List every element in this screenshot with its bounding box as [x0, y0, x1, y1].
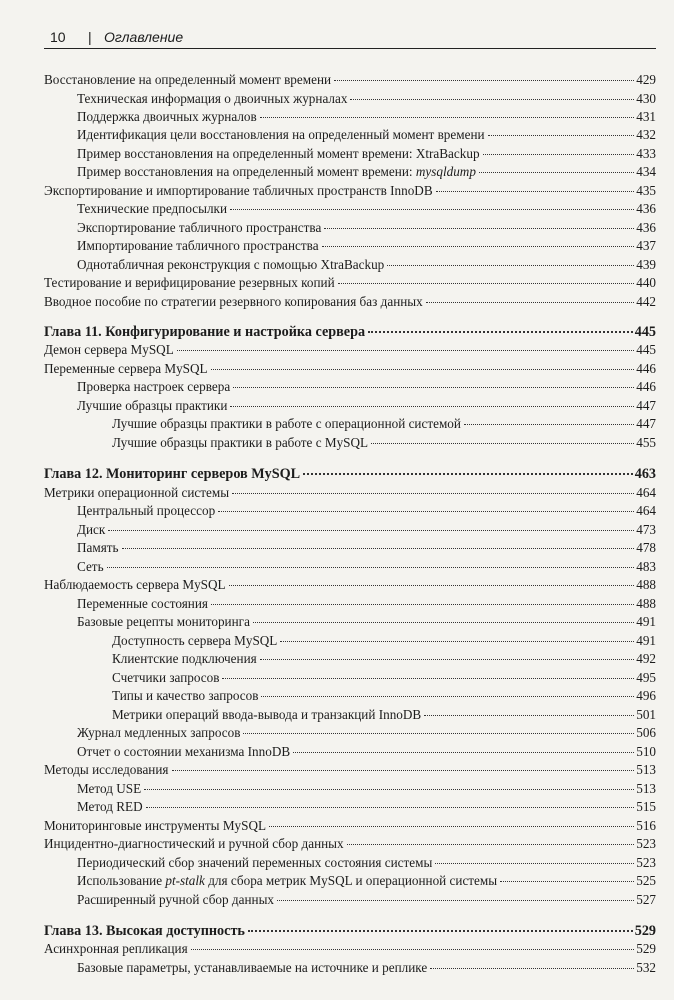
toc-entry [77, 780, 656, 798]
toc-entry [77, 256, 656, 274]
toc-entry-page: 523 [636, 836, 656, 851]
dot-leader [280, 641, 634, 642]
dot-leader [233, 387, 634, 388]
toc-entry-page: 488 [636, 596, 656, 611]
toc-entry [77, 613, 656, 631]
toc-entry [77, 743, 656, 761]
toc-entry [77, 378, 656, 396]
toc-entry-page: 446 [636, 361, 656, 376]
toc-entry-title: Метод RED [77, 799, 143, 814]
toc-entry [77, 237, 656, 255]
toc-entry [77, 90, 656, 108]
toc-entry [77, 959, 656, 977]
toc-entry-title: Глава 12. Мониторинг серверов MySQL [44, 466, 301, 482]
toc-entry-title: Лучшие образцы практики [77, 398, 228, 413]
toc-entry [77, 521, 656, 539]
toc-entry-title: Базовые параметры, устанавливаемые на источнике и реплике [77, 960, 428, 975]
toc-entry-title: Инцидентно-диагностический и ручной сбор данных [44, 836, 344, 851]
toc-entry-page: 525 [636, 873, 656, 888]
toc-entry-page: 501 [636, 707, 656, 722]
toc-entry [77, 539, 656, 557]
dot-leader [229, 585, 635, 586]
toc-entry-title: Поддержка двоичных журналов [77, 109, 257, 124]
toc-entry [112, 632, 656, 650]
dot-leader [430, 968, 634, 969]
toc-entry-page: 473 [636, 522, 656, 537]
toc-entry-page: 455 [636, 435, 656, 450]
toc-entry-title: Экспортирование табличного пространства [77, 220, 322, 235]
dot-leader [253, 622, 634, 623]
toc-entry [44, 274, 656, 292]
toc-entry-page: 463 [634, 466, 656, 482]
toc-entry-page: 447 [636, 416, 656, 431]
toc-entry-title: Расширенный ручной сбор данных [77, 892, 275, 907]
toc-entry [44, 817, 656, 835]
toc-entry [77, 502, 656, 520]
dot-leader [347, 844, 635, 845]
dot-leader [108, 530, 634, 531]
toc-entry [77, 798, 656, 816]
dot-leader [387, 265, 634, 266]
toc-entry-title: Идентификация цели восстановления на определенный момент времени [77, 127, 485, 142]
toc-entry-title: Переменные состояния [77, 596, 208, 611]
toc-entry-title: Диск [77, 522, 106, 537]
toc-entry-page: 436 [636, 201, 656, 216]
toc-entry-title: Импортирование табличного пространства [77, 238, 319, 253]
toc-entry-page: 523 [636, 855, 656, 870]
dot-leader [146, 807, 635, 808]
dot-leader [211, 604, 634, 605]
dot-leader [293, 752, 634, 753]
toc-chapter [44, 465, 656, 483]
toc-entry [77, 872, 656, 890]
toc-entry-title: Метрики операций ввода-вывода и транзакций InnoDB [112, 707, 422, 722]
toc-entry-title: Однотабличная реконструкция с помощью XtraBackup [77, 257, 385, 272]
toc-entry [77, 595, 656, 613]
toc-entry-page: 527 [636, 892, 656, 907]
dot-leader [488, 135, 635, 136]
dot-leader [303, 473, 633, 475]
dot-leader [435, 863, 634, 864]
toc-entry-page: 430 [636, 91, 656, 106]
toc-entry-page: 446 [636, 379, 656, 394]
dot-leader [144, 789, 634, 790]
toc-entry-page: 429 [636, 72, 656, 87]
toc-entry [112, 669, 656, 687]
toc-entry-title: Асинхронная репликация [44, 941, 188, 956]
toc-entry [112, 687, 656, 705]
dot-leader [191, 949, 635, 950]
toc-entry [44, 341, 656, 359]
toc-entry [77, 854, 656, 872]
toc-entry-title: Наблюдаемость сервера MySQL [44, 577, 226, 592]
toc-entry-title: Вводное пособие по стратегии резервного копирования баз данных [44, 294, 423, 309]
toc-entry-page: 529 [636, 941, 656, 956]
toc-entry-title: Типы и качество запросов [112, 688, 259, 703]
toc-entry-title: Базовые рецепты мониторинга [77, 614, 250, 629]
toc-entry-page: 447 [636, 398, 656, 413]
toc-entry [44, 360, 656, 378]
toc-entry [44, 940, 656, 958]
toc-entry-title: Проверка настроек сервера [77, 379, 231, 394]
toc-entry [44, 484, 656, 502]
toc-entry [77, 219, 656, 237]
dot-leader [248, 930, 633, 932]
toc-entry-page: 437 [636, 238, 656, 253]
toc-entry-title: Сеть [77, 559, 104, 574]
toc-entry-title: Лучшие образцы практики в работе с MySQL [112, 435, 369, 450]
dot-leader [211, 369, 635, 370]
toc-entry-page: 478 [636, 540, 656, 555]
dot-leader [436, 191, 635, 192]
toc-entry-page: 492 [636, 651, 656, 666]
dot-leader [230, 406, 634, 407]
toc-entry-page: 491 [636, 614, 656, 629]
toc-entry-page: 433 [636, 146, 656, 161]
toc-entry-title: Метрики операционной системы [44, 485, 230, 500]
toc-entry [112, 706, 656, 724]
toc-entry-page: 440 [636, 275, 656, 290]
toc-entry-page: 510 [636, 744, 656, 759]
toc-entry-page: 513 [636, 762, 656, 777]
toc-entry-page: 515 [636, 799, 656, 814]
toc-entry-title: Мониторинговые инструменты MySQL [44, 818, 267, 833]
toc-entry-title: Глава 13. Высокая доступность [44, 923, 245, 939]
toc-entry-page: 435 [636, 183, 656, 198]
toc-entry-title: Память [77, 540, 119, 555]
dot-leader [122, 548, 635, 549]
dot-leader [269, 826, 634, 827]
toc-entry [44, 293, 656, 311]
dot-leader [371, 443, 634, 444]
page-number: 10 [50, 29, 66, 45]
toc-entry-title: Тестирование и верифицирование резервных копий [44, 275, 335, 290]
toc-entry [44, 576, 656, 594]
toc-entry-page: 431 [636, 109, 656, 124]
dot-leader [277, 900, 634, 901]
toc-entry-title: Метод USE [77, 781, 142, 796]
dot-leader [222, 678, 634, 679]
toc-entry [77, 724, 656, 742]
dot-leader [322, 246, 635, 247]
header-title: Оглавление [104, 29, 184, 45]
toc-entry [112, 415, 656, 433]
dot-leader [334, 80, 634, 81]
toc-entry-title: Пример восстановления на определенный момент времени: XtraBackup [77, 146, 480, 161]
toc-entry [44, 835, 656, 853]
toc-entry-title: Пример восстановления на определенный момент времени: mysqldump [77, 164, 476, 179]
toc-chapter [44, 922, 656, 940]
dot-leader [479, 172, 634, 173]
dot-leader [424, 715, 634, 716]
header-separator: | [88, 29, 92, 45]
dot-leader [243, 733, 634, 734]
dot-leader [500, 881, 634, 882]
toc-entry [44, 71, 656, 89]
toc-entry-page: 432 [636, 127, 656, 142]
toc-entry-page: 483 [636, 559, 656, 574]
toc-entry-page: 513 [636, 781, 656, 796]
toc-entry-title: Клиентские подключения [112, 651, 257, 666]
toc-entry [77, 558, 656, 576]
toc-entry-page: 445 [634, 324, 656, 340]
toc-entry-page: 442 [636, 294, 656, 309]
toc-entry-title: Экспортирование и импортирование табличных пространств InnoDB [44, 183, 433, 198]
toc-entry-page: 464 [636, 485, 656, 500]
toc-entry-page: 491 [636, 633, 656, 648]
toc-entry-title: Счетчики запросов [112, 670, 220, 685]
toc-entry-page: 434 [636, 164, 656, 179]
toc-entry [77, 108, 656, 126]
toc-entry [77, 200, 656, 218]
dot-leader [107, 567, 635, 568]
toc-entry [77, 397, 656, 415]
toc-entry-page: 496 [636, 688, 656, 703]
toc-entry [77, 145, 656, 163]
toc-entry-title: Техническая информация о двоичных журналах [77, 91, 348, 106]
toc-chapter [44, 323, 656, 341]
toc-entry-page: 495 [636, 670, 656, 685]
dot-leader [232, 493, 634, 494]
dot-leader [324, 228, 634, 229]
dot-leader [172, 770, 635, 771]
toc-entry-page: 439 [636, 257, 656, 272]
toc-entry-page: 532 [636, 960, 656, 975]
toc-entry-title: Переменные сервера MySQL [44, 361, 208, 376]
toc-entry [77, 126, 656, 144]
toc-entry-title: Восстановление на определенный момент времени [44, 72, 332, 87]
dot-leader [260, 117, 634, 118]
toc-entry-title: Методы исследования [44, 762, 169, 777]
toc-entry-title: Отчет о состоянии механизма InnoDB [77, 744, 291, 759]
toc-entry [112, 434, 656, 452]
dot-leader [464, 424, 634, 425]
dot-leader [261, 696, 634, 697]
toc-entry-title: Демон сервера MySQL [44, 342, 174, 357]
toc-entry-title: Журнал медленных запросов [77, 725, 241, 740]
toc-entry-page: 464 [636, 503, 656, 518]
toc-entry-title: Использование pt-stalk для сбора метрик MySQL и операционной системы [77, 873, 498, 888]
toc-entry-page: 488 [636, 577, 656, 592]
toc-entry-title: Глава 11. Конфигурирование и настройка сервера [44, 324, 366, 340]
toc-entry-page: 516 [636, 818, 656, 833]
dot-leader [177, 350, 634, 351]
toc-entry-page: 445 [636, 342, 656, 357]
toc-entry-title: Технические предпосылки [77, 201, 228, 216]
dot-leader [368, 331, 633, 333]
dot-leader [483, 154, 635, 155]
toc-entry [77, 163, 656, 181]
running-header [44, 26, 656, 49]
dot-leader [350, 99, 634, 100]
toc-entry-title: Периодический сбор значений переменных состояния системы [77, 855, 433, 870]
toc-entry-title: Центральный процессор [77, 503, 216, 518]
dot-leader [218, 511, 634, 512]
dot-leader [338, 283, 635, 284]
toc-entry [44, 761, 656, 779]
toc-entry-page: 506 [636, 725, 656, 740]
toc-entry-page: 529 [634, 923, 656, 939]
toc-entry [77, 891, 656, 909]
toc-entry-page: 436 [636, 220, 656, 235]
toc-entry-title: Доступность сервера MySQL [112, 633, 278, 648]
toc-entry [44, 182, 656, 200]
dot-leader [230, 209, 634, 210]
toc-entry [112, 650, 656, 668]
dot-leader [260, 659, 634, 660]
dot-leader [426, 302, 634, 303]
toc-entry-title: Лучшие образцы практики в работе с операционной системой [112, 416, 461, 431]
